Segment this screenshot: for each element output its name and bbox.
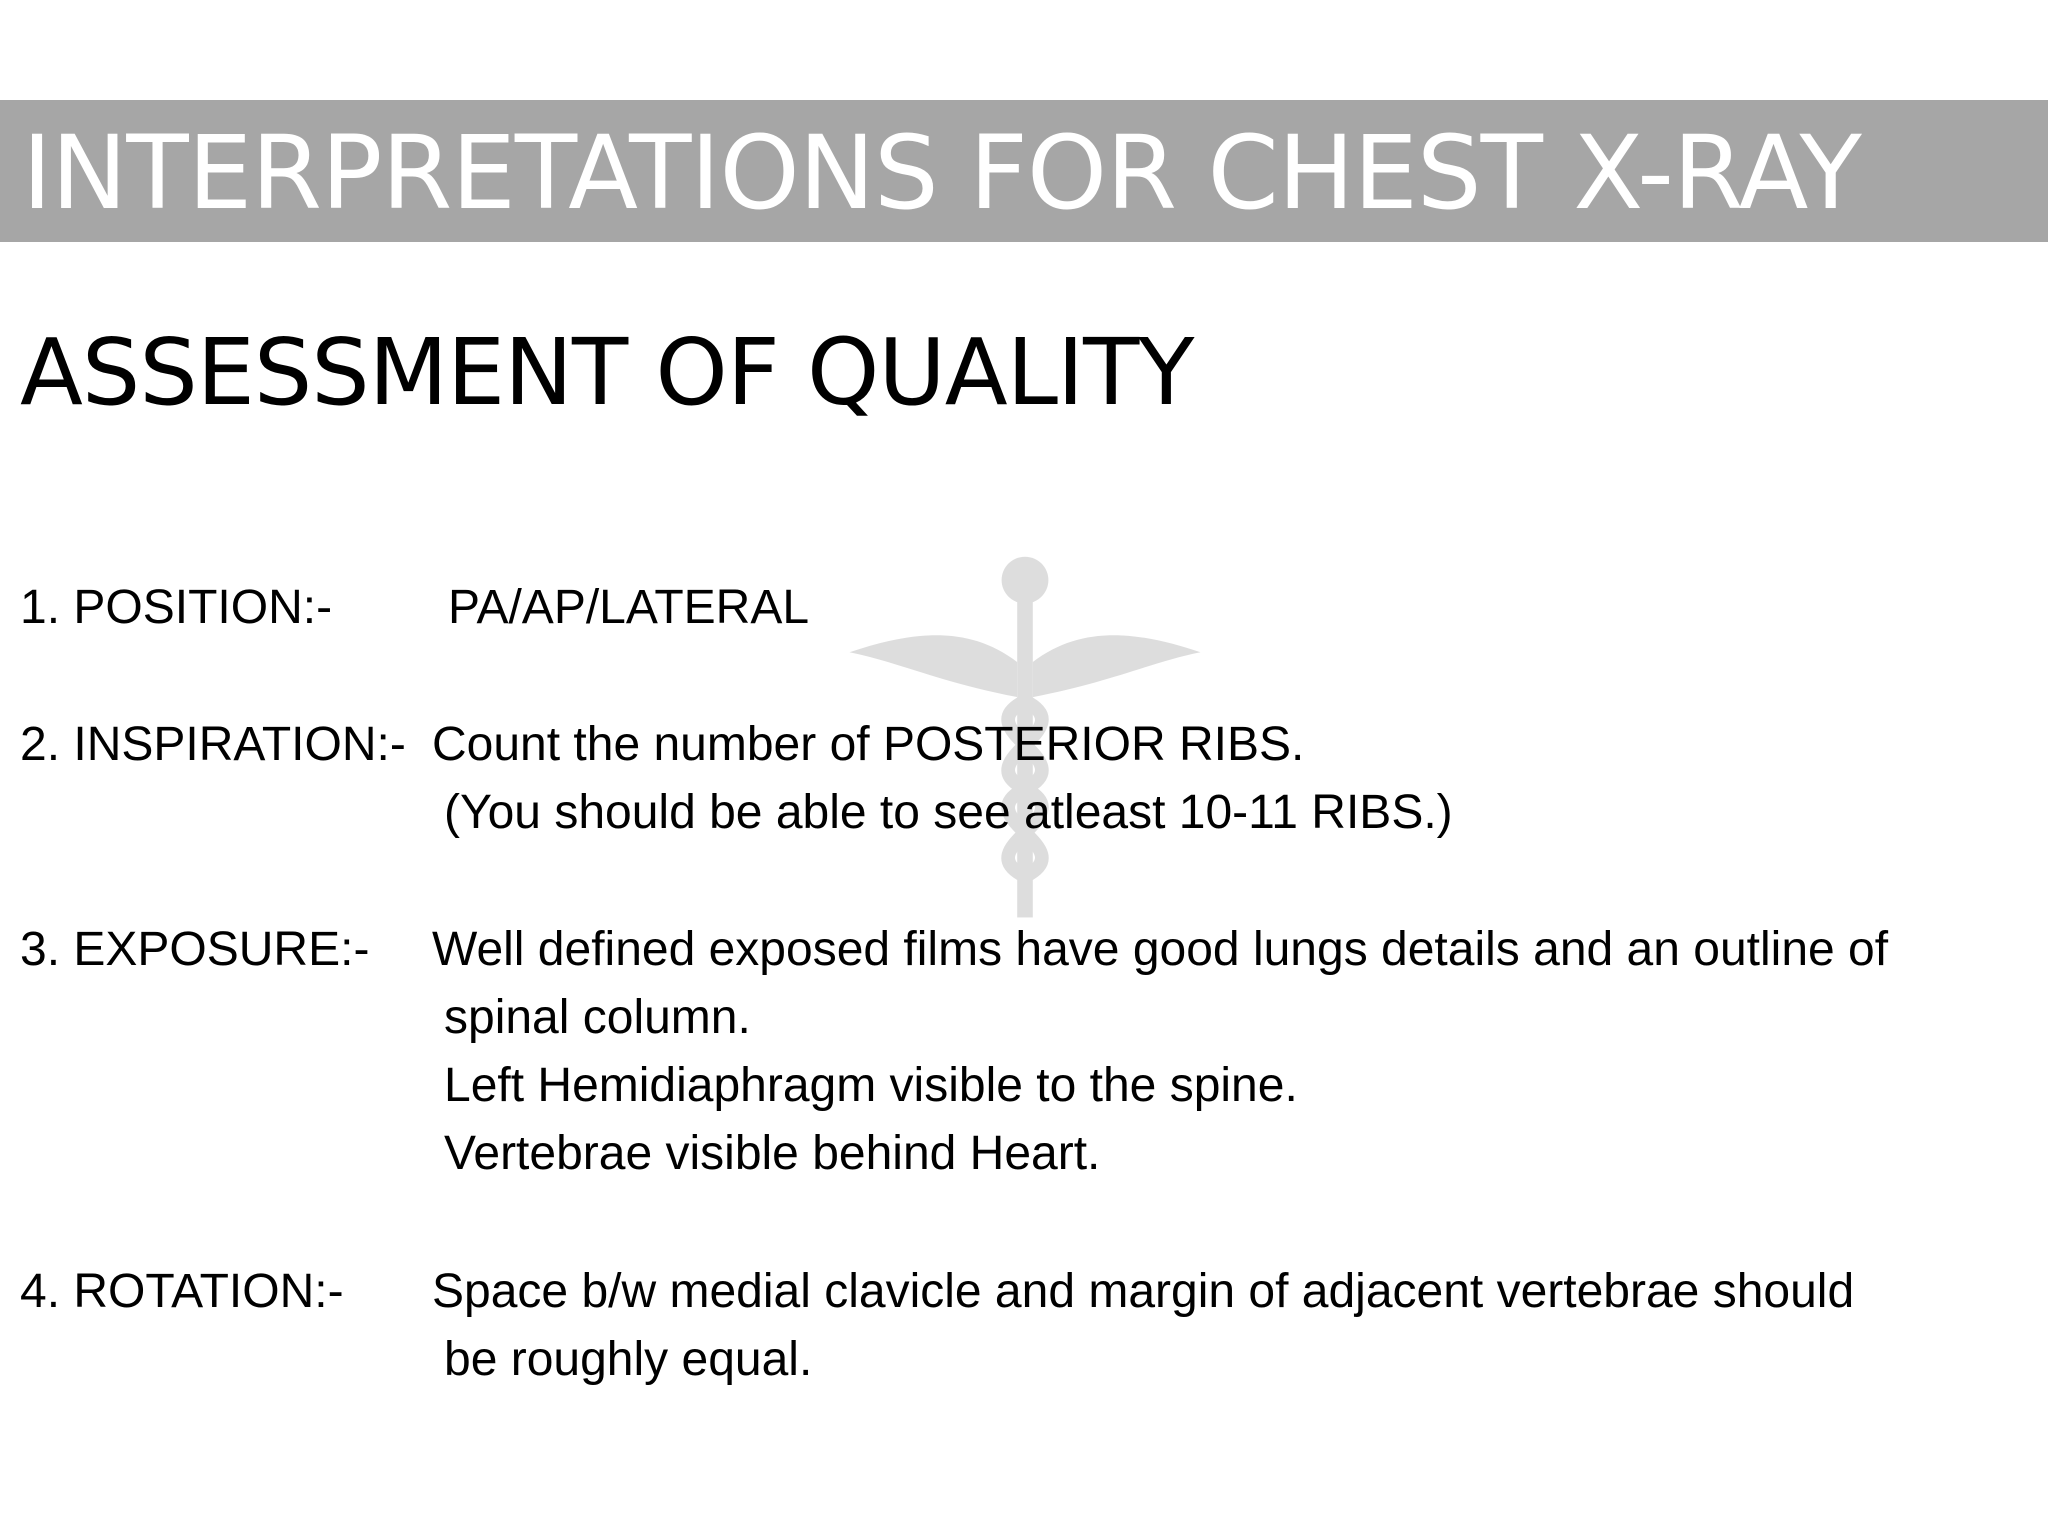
inspiration-note: (You should be able to see atleast 10-11 RIBS.) (444, 786, 1453, 839)
slide-subtitle: ASSESSMENT OF QUALITY (20, 319, 1194, 426)
rotation-text: Space b/w medial clavicle and margin of adjacent vertebrae should (432, 1265, 1855, 1318)
rotation-text-cont: be roughly equal. (444, 1333, 813, 1386)
rotation-label: 4. ROTATION:- (20, 1265, 344, 1318)
position-value: PA/AP/LATERAL (448, 581, 810, 634)
exposure-vertebrae: Vertebrae visible behind Heart. (444, 1127, 1101, 1180)
exposure-text-cont: spinal column. (444, 991, 751, 1044)
inspiration-text: Count the number of POSTERIOR RIBS. (432, 718, 1305, 771)
position-label: 1. POSITION:- (20, 581, 333, 634)
exposure-label: 3. EXPOSURE:- (20, 923, 370, 976)
slide-title: INTERPRETATIONS FOR CHEST X-RAY (22, 114, 1861, 233)
exposure-hemidiaphragm: Left Hemidiaphragm visible to the spine. (444, 1059, 1298, 1112)
exposure-text: Well defined exposed films have good lungs details and an outline of (432, 923, 1889, 976)
inspiration-label: 2. INSPIRATION:- (20, 718, 406, 771)
